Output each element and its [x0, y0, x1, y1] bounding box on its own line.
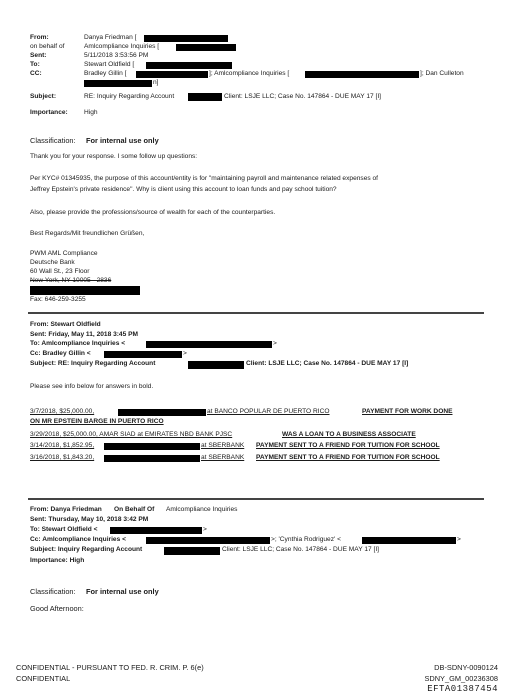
redaction-box	[30, 286, 140, 295]
body-paragraph: Jeffrey Epstein's private residence". Why is client using this account to loan funds and pay school tuition?	[30, 186, 337, 193]
to-label: To:	[30, 61, 40, 68]
redaction-box	[136, 71, 208, 78]
behalf-label: on behalf of	[30, 43, 65, 50]
transaction-bank: at SBERBANK	[201, 454, 245, 461]
reply-intro: Please see info below for answers in bold.	[30, 383, 154, 390]
greeting: Thank you for your response. I some follow up questions:	[30, 153, 198, 160]
to-value: Stewart Oldfield [	[84, 61, 135, 68]
transaction-details: 3/7/2018, $25,000.00,	[30, 408, 95, 415]
classification-label: Classification:	[30, 136, 76, 145]
classification-value: For internal use only	[86, 136, 159, 145]
redaction-box	[146, 341, 272, 348]
body-paragraph: Also, please provide the professions/source of wealth for each of the counterparties.	[30, 209, 276, 216]
transaction-details: 3/16/2018, $1,843.20,	[30, 454, 95, 461]
transaction-note: WAS A LOAN TO A BUSINESS ASSOCIATE	[282, 431, 416, 438]
transaction-details: 3/29/2018, $25,000.00, AMAR SIAD at EMIRATES NBD BANK PJSC	[30, 431, 233, 438]
greeting: Good Afternoon:	[30, 604, 84, 613]
importance-label: Importance:	[30, 109, 68, 116]
footer-confidential-notice: CONFIDENTIAL - PURSUANT TO FED. R. CRIM. P. 6(e)	[16, 663, 204, 672]
divider	[28, 312, 484, 314]
reply-subject-2: Client: LSJE LLC; Case No. 147864 - DUE MAY 17 [I]	[246, 360, 409, 367]
footer-efta-id: EFTA01387454	[427, 684, 498, 694]
reply-subject: Subject: RE: Inquiry Regarding Account	[30, 360, 156, 367]
reply-sent: Sent: Thursday, May 10, 2018 3:42 PM	[30, 516, 149, 523]
redaction-box	[146, 537, 270, 544]
redaction-box	[146, 62, 232, 69]
reply-cc-2: >; 'Cynthia Rodriguez' <	[271, 536, 341, 543]
signature-fax: Fax: 646-259-3255	[30, 296, 86, 303]
redaction-box	[176, 44, 236, 51]
redaction-box	[84, 80, 152, 87]
redaction-box	[118, 409, 206, 416]
transaction-bank: at BANCO POPULAR DE PUERTO RICO	[207, 408, 330, 415]
from-value: Danya Friedman [	[84, 34, 137, 41]
redaction-box	[110, 527, 202, 534]
cc-label: CC:	[30, 70, 42, 77]
subject-value-2: Client: LSJE LLC; Case No. 147864 - DUE MAY 17 [I]	[224, 93, 381, 100]
sent-value: 5/11/2018 3:53:56 PM	[84, 52, 149, 59]
importance-value: High	[84, 109, 98, 116]
classification-value: For internal use only	[86, 587, 159, 596]
cc-value-2: ]; Amlcompliance Inquiries [	[209, 70, 290, 77]
redaction-box	[305, 71, 419, 78]
redaction-box	[362, 537, 456, 544]
closing-bracket: >	[457, 536, 461, 543]
from-label: From:	[30, 34, 49, 41]
transaction-details: 3/14/2018, $1,852.95,	[30, 442, 95, 449]
redaction-box	[144, 35, 228, 42]
signature-line: PWM AML Compliance	[30, 250, 98, 257]
transaction-bank: at SBERBANK	[201, 442, 245, 449]
reply-from-entity: Amlcompliance Inquiries	[166, 506, 238, 513]
reply-subject-2: Client: LSJE LLC; Case No. 147864 - DUE MAY 17 [I]	[222, 546, 379, 553]
cc-value-3: ]; Dan Culleton	[420, 70, 464, 77]
redaction-box	[104, 443, 200, 450]
reply-subject: Subject: Inquiry Regarding Account	[30, 546, 143, 553]
footer-bates-1: DB-SDNY-0090124	[434, 663, 498, 672]
redaction-box	[188, 93, 222, 101]
body-paragraph: Per KYC# 01345935, the purpose of this account/entity is for "maintaining payroll and maintenance related expenses of	[30, 175, 378, 182]
redaction-box	[188, 361, 244, 369]
reply-importance: Importance: High	[30, 557, 85, 564]
footer-bates-2: SDNY_GM_00236308	[424, 674, 498, 683]
redaction-box	[104, 351, 182, 358]
subject-label: Subject:	[30, 93, 57, 100]
divider	[28, 498, 484, 500]
signature-line: 60 Wall St., 23 Floor	[30, 268, 90, 275]
reply-to: To: Amlcompliance Inquiries <	[30, 340, 126, 347]
subject-value: RE: Inquiry Regarding Account	[84, 93, 175, 100]
redaction-box	[164, 547, 220, 555]
reply-sent: Sent: Friday, May 11, 2018 3:45 PM	[30, 331, 138, 338]
transaction-note: PAYMENT FOR WORK DONE	[362, 408, 453, 415]
closing-bracket: >	[183, 350, 187, 357]
closing-bracket: >	[273, 340, 277, 347]
footer-confidential: CONFIDENTIAL	[16, 674, 71, 683]
reply-cc: Cc: Bradley Gillin <	[30, 350, 91, 357]
transaction-note: ON MR EPSTEIN BARGE IN PUERTO RICO	[30, 418, 164, 425]
transaction-note: PAYMENT SENT TO A FRIEND FOR TUITION FOR SCHOOL	[256, 442, 440, 449]
closing-bracket: >	[203, 526, 207, 533]
reply-from: From: Stewart Oldfield	[30, 321, 101, 328]
signature-line: Deutsche Bank	[30, 259, 75, 266]
redaction-box	[104, 455, 200, 462]
cc-value: Bradley Gillin [	[84, 70, 127, 77]
reply-on-behalf: On Behalf Of	[114, 506, 155, 513]
cc-value-4: n]	[153, 79, 159, 86]
behalf-value: Amlcompliance Inquiries [	[84, 43, 160, 50]
signature-line: New York, NY 10005 - 2836	[30, 277, 112, 284]
reply-from: From: Danya Friedman	[30, 506, 102, 513]
signoff: Best Regards/Mit freundlichen Grüßen,	[30, 230, 145, 237]
classification-label: Classification:	[30, 587, 76, 596]
reply-cc: Cc: Amlcompliance Inquiries <	[30, 536, 126, 543]
transaction-note: PAYMENT SENT TO A FRIEND FOR TUITION FOR SCHOOL	[256, 454, 440, 461]
sent-label: Sent:	[30, 52, 47, 59]
reply-to: To: Stewart Oldfield <	[30, 526, 98, 533]
